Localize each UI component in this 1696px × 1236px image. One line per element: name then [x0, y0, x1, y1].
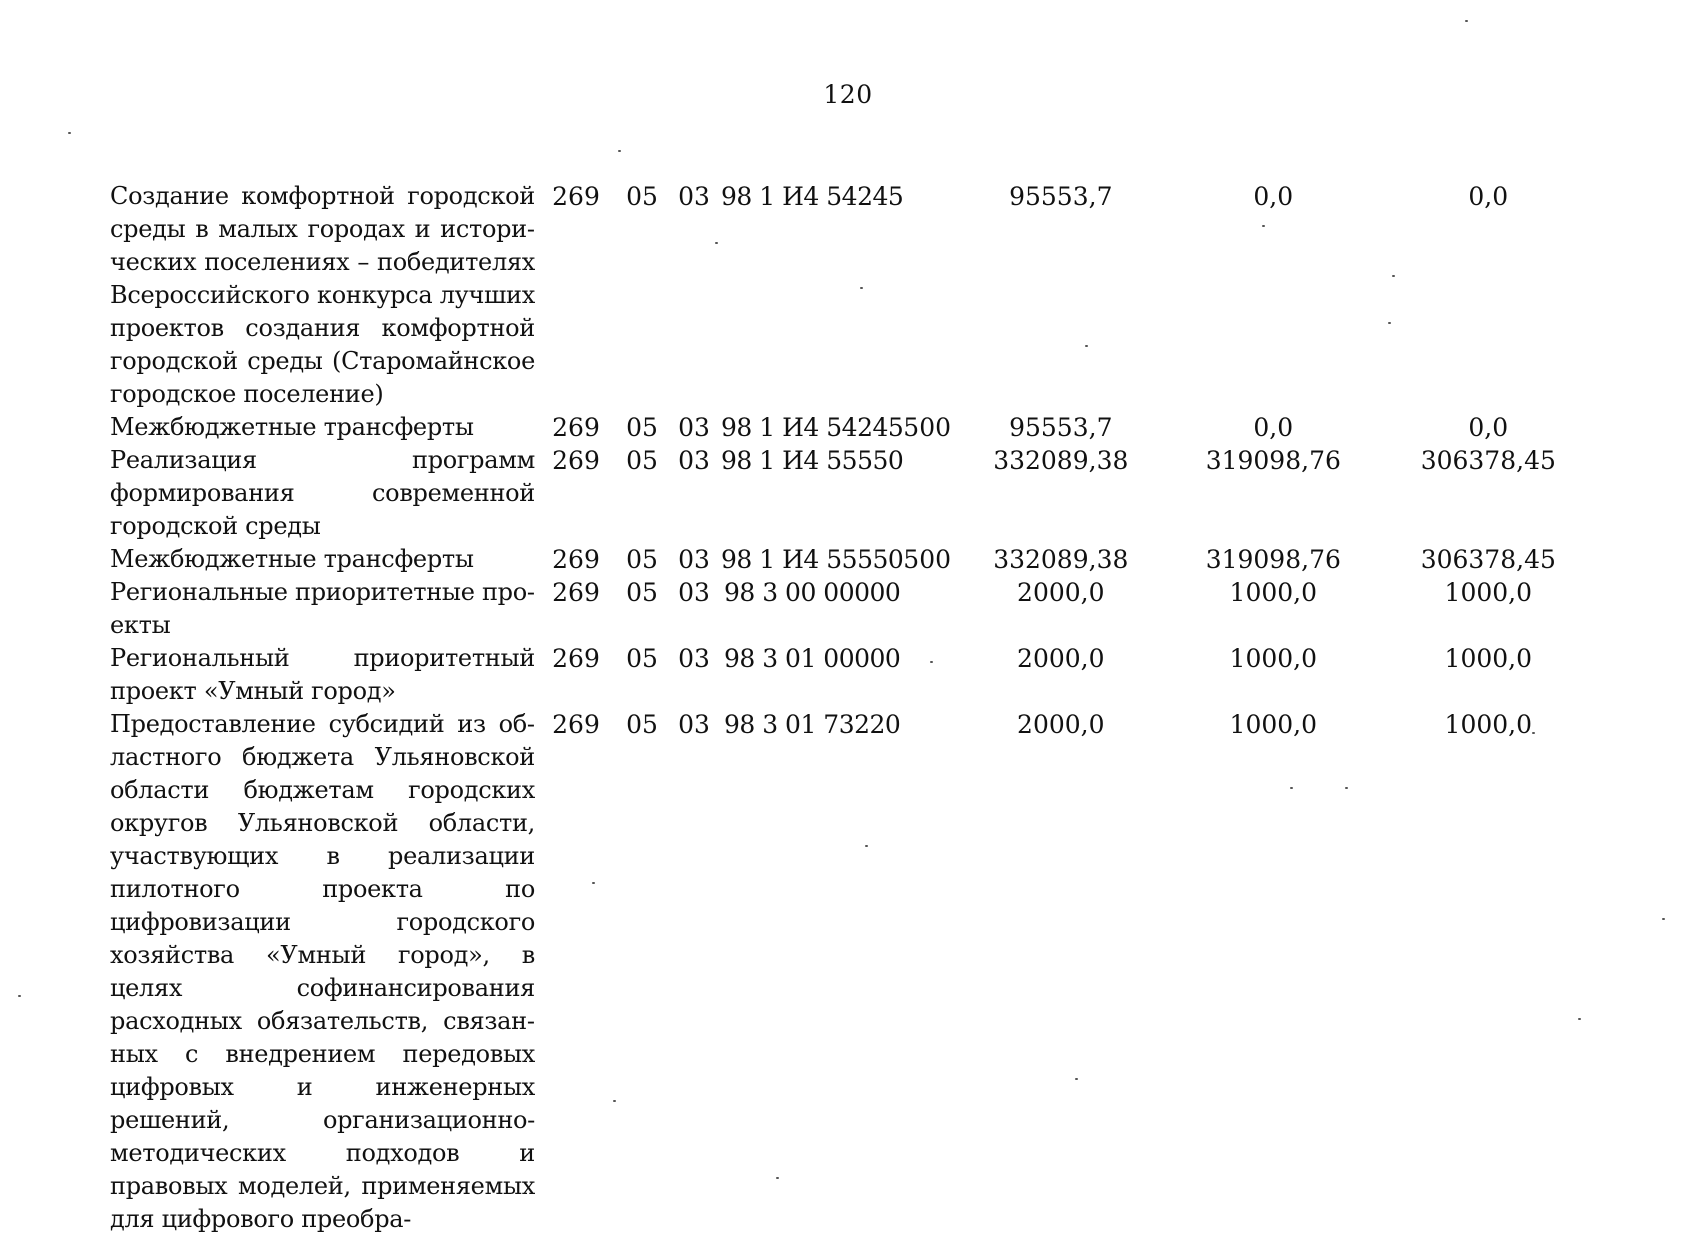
budget-table — [110, 180, 1588, 1236]
row-expense-type — [903, 444, 963, 543]
row-amount-year1: 2000,0 — [1017, 710, 1105, 739]
row-ved-code: 269 — [552, 182, 600, 211]
row-name: Региональные приоритетные проекты — [110, 578, 535, 639]
scan-speck — [1465, 20, 1468, 22]
row-target-article: 98 1 И4 54245 — [721, 413, 904, 442]
row-ved-code: 269 — [552, 446, 600, 475]
row-target-article: 98 1 И4 54245 — [721, 182, 904, 211]
row-name: Региональный приоритетный проект «Умный город» — [110, 644, 535, 705]
row-subsection-code: 03 — [678, 413, 710, 442]
scan-speck — [1578, 1018, 1581, 1020]
row-ved-code: 269 — [552, 413, 600, 442]
scan-speck — [930, 661, 933, 663]
scan-speck — [1075, 1078, 1078, 1080]
row-subsection-code: 03 — [678, 182, 710, 211]
scan-speck — [865, 845, 868, 847]
scan-speck — [1662, 918, 1665, 920]
row-amount-year3: 1000,0 — [1444, 644, 1533, 673]
scan-speck — [715, 242, 718, 244]
scan-speck — [68, 132, 71, 134]
row-subsection-code: 03 — [678, 644, 710, 673]
row-amount-year3: 0,0 — [1468, 413, 1509, 442]
scan-speck — [776, 1177, 779, 1179]
row-section-code: 05 — [626, 545, 658, 574]
row-target-article: 98 3 01 73220 — [723, 710, 901, 739]
table-row — [110, 642, 1588, 708]
row-name: Межбюджетные трансферты — [110, 545, 474, 573]
row-amount-year1: 95553,7 — [1009, 413, 1113, 442]
row-section-code: 05 — [626, 182, 658, 211]
row-name: Реализация программ формирования современной городской среды — [110, 446, 535, 540]
table-row — [110, 180, 1588, 411]
scan-speck — [1262, 225, 1265, 227]
scan-speck — [1532, 732, 1535, 734]
row-ved-code: 269 — [552, 578, 600, 607]
row-section-code: 05 — [626, 710, 658, 739]
scan-speck — [1290, 787, 1293, 789]
row-section-code: 05 — [626, 644, 658, 673]
row-subsection-code: 03 — [678, 710, 710, 739]
row-amount-year1: 2000,0 — [1017, 644, 1105, 673]
row-ved-code: 269 — [552, 545, 600, 574]
row-amount-year2: 1000,0 — [1229, 644, 1318, 673]
row-expense-type — [903, 642, 963, 708]
row-amount-year1: 332089,38 — [993, 446, 1129, 475]
row-name: Создание комфортной городской среды в малых городах и исторических поселениях – победителях Всероссийского конкурса лучших проектов создания комфортной городской среды (Старомайнское городское поселение) — [110, 182, 535, 408]
table-row — [110, 543, 1588, 576]
scan-speck — [18, 995, 21, 997]
row-amount-year3: 1000,0 — [1444, 710, 1533, 739]
scan-speck — [1388, 322, 1391, 324]
row-amount-year1: 2000,0 — [1017, 578, 1105, 607]
row-subsection-code: 03 — [678, 578, 710, 607]
table-row — [110, 444, 1588, 543]
row-amount-year3: 1000,0 — [1444, 578, 1533, 607]
row-subsection-code: 03 — [678, 446, 710, 475]
row-section-code: 05 — [626, 446, 658, 475]
row-target-article: 98 1 И4 55550 — [721, 545, 904, 574]
row-name: Межбюджетные трансферты — [110, 413, 474, 441]
row-amount-year3: 306378,45 — [1420, 545, 1556, 574]
row-amount-year2: 319098,76 — [1205, 446, 1341, 475]
row-section-code: 05 — [626, 413, 658, 442]
row-amount-year2: 1000,0 — [1229, 578, 1318, 607]
row-amount-year3: 0,0 — [1468, 182, 1509, 211]
scan-speck — [613, 1100, 616, 1102]
table-row — [110, 411, 1588, 444]
table-row — [110, 576, 1588, 642]
row-amount-year1: 332089,38 — [993, 545, 1129, 574]
row-section-code: 05 — [626, 578, 658, 607]
scan-speck — [1392, 275, 1395, 277]
row-expense-type — [903, 708, 963, 1236]
row-amount-year2: 0,0 — [1253, 182, 1294, 211]
row-target-article: 98 3 01 00000 — [723, 644, 901, 673]
row-amount-year3: 306378,45 — [1420, 446, 1556, 475]
scan-speck — [1345, 787, 1348, 789]
row-expense-type — [903, 180, 963, 411]
scan-speck — [618, 150, 621, 152]
scan-speck — [1085, 345, 1088, 347]
row-amount-year1: 95553,7 — [1009, 182, 1113, 211]
row-expense-type: 500 — [903, 545, 952, 574]
row-expense-type: 500 — [903, 413, 952, 442]
row-target-article: 98 1 И4 55550 — [721, 446, 904, 475]
row-amount-year2: 1000,0 — [1229, 710, 1318, 739]
row-name: Предоставление субсидий из областного бюджета Ульяновской области бюджетам городских округов Ульяновской области, участвующих в реализации пилотного проекта по цифровизации городского хозяйства «Умный город», в целях софинансирования расходных обязательств, связанных с внедрением передовых цифровых и инженерных решений, организационно-методических подходов и правовых моделей, применяемых для цифрового преобра- — [110, 710, 535, 1233]
row-amount-year2: 319098,76 — [1205, 545, 1341, 574]
row-subsection-code: 03 — [678, 545, 710, 574]
scan-speck — [860, 287, 863, 289]
page-number: 120 — [823, 80, 873, 109]
row-target-article: 98 3 00 00000 — [723, 578, 901, 607]
scan-speck — [592, 882, 595, 884]
row-amount-year2: 0,0 — [1253, 413, 1294, 442]
table-row — [110, 708, 1588, 1236]
row-ved-code: 269 — [552, 644, 600, 673]
row-ved-code: 269 — [552, 710, 600, 739]
row-expense-type — [903, 576, 963, 642]
